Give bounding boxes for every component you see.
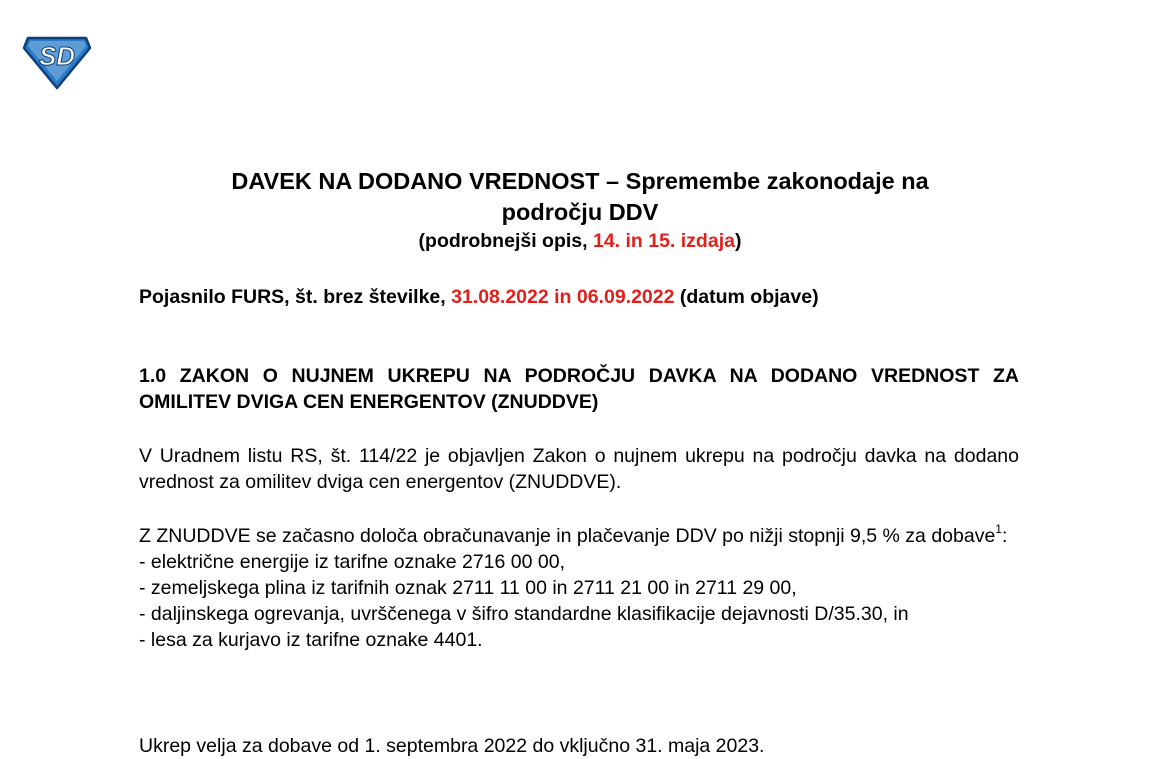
subtitle-prefix: (podrobnejši opis, (418, 230, 593, 252)
furs-prefix: Pojasnilo FURS, št. brez številke, (139, 286, 452, 308)
paragraph-2 (139, 523, 1019, 653)
svg-text:SD: SD (38, 41, 76, 71)
paragraph-2-intro: Z ZNUDDVE se začasno določa obračunavanje in plačevanje DDV po nižji stopnji 9,5 % za dobave$^1$: (139, 521, 1008, 547)
subtitle-edition-highlight: 14. in 15. izdaja (592, 230, 735, 252)
cut-off-line: Ukrep velja za dobave od 1. septembra 2022 do vključno 31. maja 2023. (139, 735, 765, 757)
paragraph-1: V Uradnem listu RS, št. 114/22 je objavljen Zakon o nujnem ukrepu na področju davka na dodano vrednost za omilitev dviga cen energentov (ZNUDDVE). (139, 445, 1019, 493)
title-line-1: DAVEK NA DODANO VREDNOST – Spremembe zakonodaje na (231, 168, 929, 194)
section-heading: 1.0 ZAKON O NUJNEM UKREPU NA PODROČJU DAVKA NA DODANO VREDNOST ZA OMILITEV DVIGA CEN ENERGENTOV (ZNUDDVE) (139, 365, 1019, 413)
sd-logo-icon (20, 34, 94, 90)
document-subtitle (140, 228, 1020, 254)
list-item: - daljinskega ogrevanja, uvrščenega v šifro standardne klasifikacije dejavnosti D/35.30, in (139, 603, 909, 625)
subtitle-suffix: ) (734, 230, 742, 252)
document-title (140, 166, 1020, 228)
list-item: - električne energije iz tarifne oznake 2716 00 00, (139, 551, 566, 573)
furs-suffix: (datum objave) (674, 286, 819, 308)
list-item: - lesa za kurjavo iz tarifne oznake 4401. (139, 629, 483, 651)
furs-note (139, 284, 1039, 310)
furs-dates: 31.08.2022 in 06.09.2022 (451, 286, 675, 308)
title-line-2: področju DDV (501, 199, 659, 225)
footnote-ref: 1 (995, 521, 1002, 536)
list-item: - zemeljskega plina iz tarifnih oznak 2711 11 00 in 2711 21 00 in 2711 29 00, (139, 577, 797, 599)
